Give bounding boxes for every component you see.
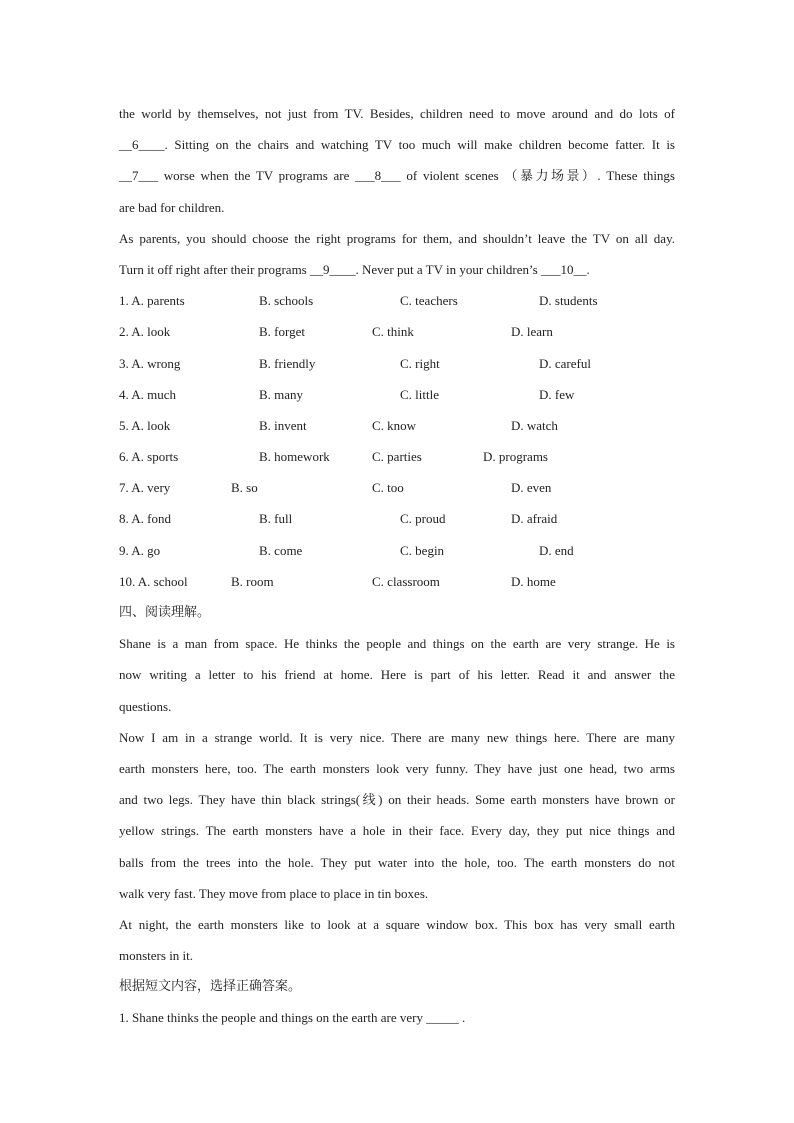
option-row — [119, 316, 675, 347]
section-heading: 四、阅读理解。 — [119, 605, 211, 620]
option-c: C. proud — [400, 511, 446, 527]
passage2-line: and two legs. They have thin black strings(线) on their heads. Some earth monsters have brown or — [119, 792, 675, 808]
option-c: C. classroom — [372, 573, 440, 589]
passage1-line: Turn it off right after their programs __9____. Never put a TV in your children’s ___10__. — [119, 261, 590, 277]
option-d: D. students — [539, 293, 598, 309]
option-c: C. think — [372, 324, 414, 340]
option-d: D. few — [539, 386, 575, 402]
option-a: 6. A. sports — [119, 449, 179, 465]
option-d: D. watch — [511, 417, 558, 433]
option-row — [119, 503, 675, 534]
option-b: B. come — [259, 542, 303, 558]
option-b: B. friendly — [259, 355, 316, 371]
passage2-line: walk very fast. They move from place to place in tin boxes. — [119, 885, 429, 901]
option-b: B. schools — [259, 293, 314, 309]
question-1: 1. Shane thinks the people and things on the earth are very _____ . — [119, 1010, 466, 1026]
document-page — [119, 98, 675, 1034]
instruction: 根据短文内容，选择正确答案。 — [119, 979, 302, 995]
option-b: B. invent — [259, 417, 307, 433]
option-c: C. too — [372, 480, 404, 496]
option-c: C. teachers — [400, 293, 458, 309]
passage1-line: the world by themselves, not just from TV. Besides, children need to move around and do lots of — [119, 106, 675, 121]
option-a: 2. A. look — [119, 324, 171, 340]
option-a: 10. A. school — [119, 573, 188, 589]
passage2-line: Now I am in a strange world. It is very nice. There are many new things here. There are many — [119, 729, 675, 745]
passage2-line: yellow strings. The earth monsters have a hole in their face. Every day, they put nice things and — [119, 823, 675, 839]
option-b: B. so — [231, 480, 258, 496]
option-c: C. know — [372, 417, 417, 433]
option-b: B. forget — [259, 324, 305, 340]
option-a: 8. A. fond — [119, 511, 171, 527]
option-a: 9. A. go — [119, 542, 161, 558]
option-a: 3. A. wrong — [119, 355, 181, 371]
passage2-line: now writing a letter to his friend at home. Here is part of his letter. Read it and answer the — [119, 667, 675, 683]
option-d: D. home — [511, 573, 556, 589]
option-d: D. even — [511, 480, 552, 496]
passage1-line: __6____. Sitting on the chairs and watching TV too much will make children become fatter. It is — [119, 137, 675, 153]
option-row — [119, 566, 675, 597]
option-c: C. little — [400, 386, 439, 402]
passage1-line: __7___ worse when the TV programs are ___8___ of violent scenes （暴力场景）. These things — [119, 168, 675, 184]
option-d: D. end — [539, 542, 574, 558]
option-row — [119, 472, 675, 503]
option-row — [119, 535, 675, 566]
option-d: D. learn — [511, 324, 553, 340]
passage2-line: Shane is a man from space. He thinks the people and things on the earth are very strange. He is — [119, 636, 675, 652]
passage2-line: balls from the trees into the hole. They put water into the hole, too. The earth monsters do not — [119, 854, 675, 870]
option-d: D. programs — [483, 449, 548, 465]
option-a: 1. A. parents — [119, 293, 185, 309]
option-a: 4. A. much — [119, 386, 177, 402]
passage1-line: As parents, you should choose the right programs for them, and shouldn’t leave the TV on all day. — [119, 230, 675, 246]
option-a: 5. A. look — [119, 417, 171, 433]
option-d: D. afraid — [511, 511, 558, 527]
passage1-line: are bad for children. — [119, 199, 225, 215]
option-a: 7. A. very — [119, 480, 171, 496]
option-b: B. room — [231, 573, 274, 589]
option-row — [119, 285, 675, 316]
option-c: C. begin — [400, 542, 445, 558]
passage2-line: monsters in it. — [119, 948, 194, 964]
option-d: D. careful — [539, 355, 591, 371]
passage2-line: earth monsters here, too. The earth monsters look very funny. They have just one head, two arms — [119, 760, 675, 776]
option-row — [119, 441, 675, 472]
passage2-line: At night, the earth monsters like to look at a square window box. This box has very small earth — [119, 916, 675, 932]
option-b: B. full — [259, 511, 293, 527]
option-c: C. parties — [372, 449, 422, 465]
option-row — [119, 348, 675, 379]
option-c: C. right — [400, 355, 440, 371]
passage2-line: questions. — [119, 698, 172, 714]
option-b: B. many — [259, 386, 304, 402]
option-b: B. homework — [259, 449, 330, 465]
option-row — [119, 379, 675, 410]
option-row — [119, 410, 675, 441]
